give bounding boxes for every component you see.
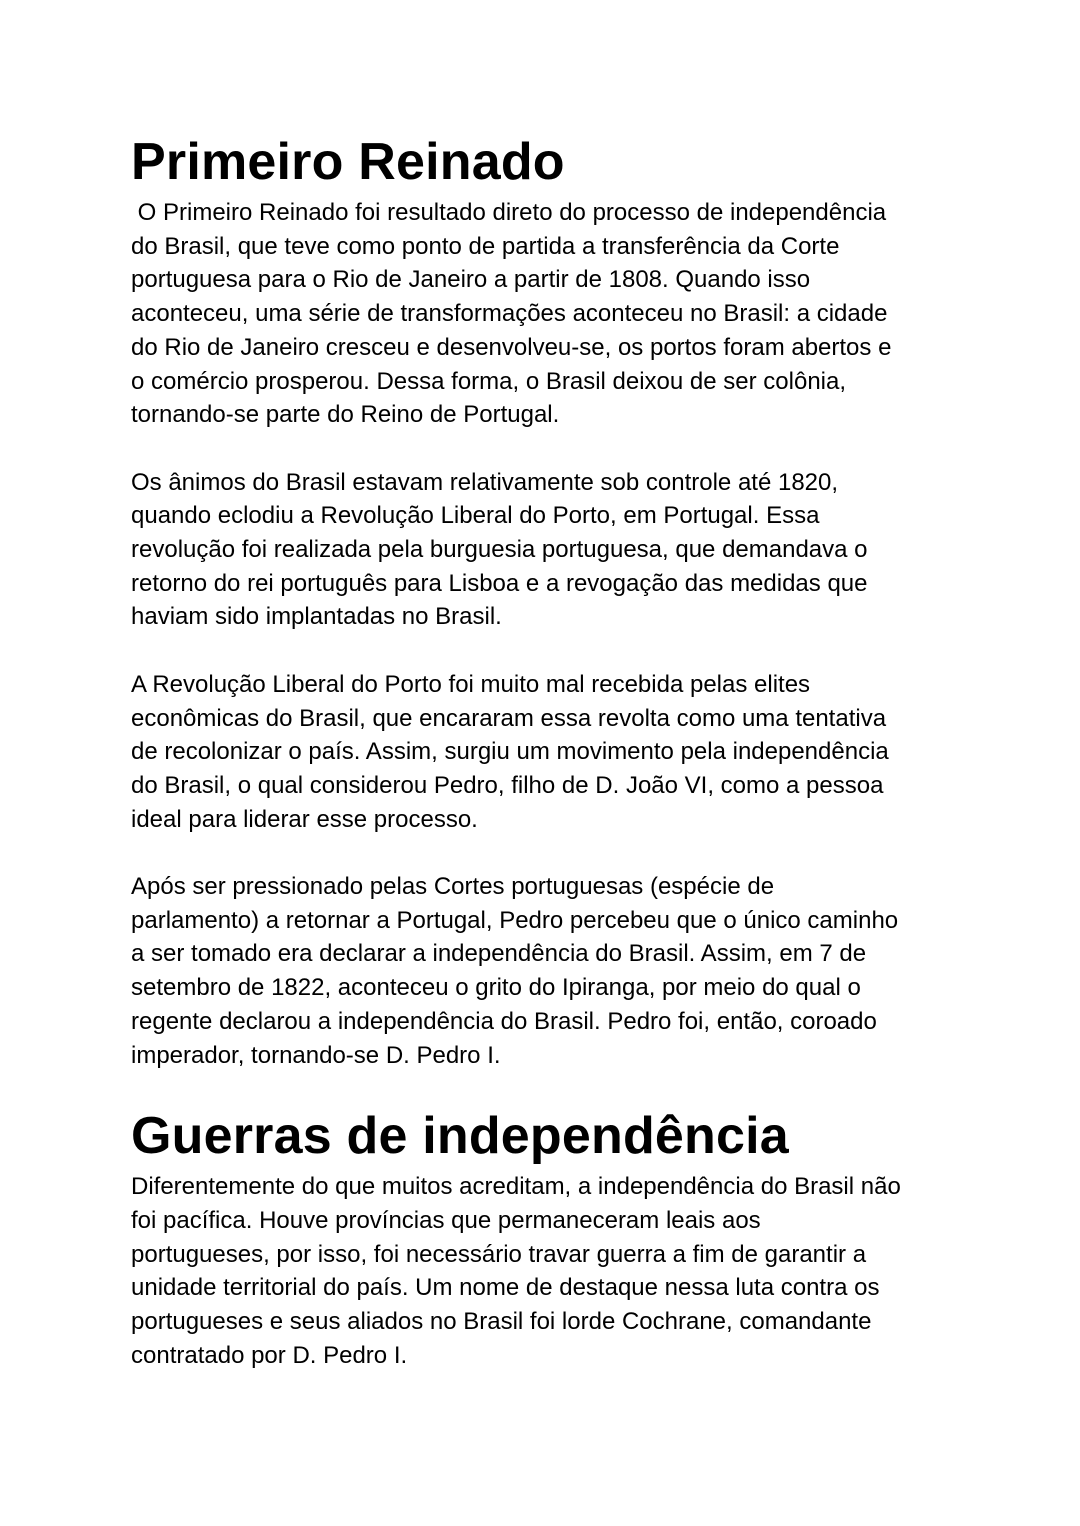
text-line: Diferentemente do que muitos acreditam, a independência do Brasil não	[131, 1173, 901, 1201]
paragraph-intro	[131, 196, 991, 432]
text-line: revolução foi realizada pela burguesia portuguesa, que demandava o	[131, 536, 868, 564]
text-line: regente declarou a independência do Brasil. Pedro foi, então, coroado	[131, 1007, 877, 1035]
text-line: unidade territorial do país. Um nome de destaque nessa luta contra os	[131, 1274, 880, 1302]
text-line: o comércio prosperou. Dessa forma, o Brasil deixou de ser colônia,	[131, 367, 847, 395]
text-line: de recolonizar o país. Assim, surgiu um movimento pela independência	[131, 738, 889, 766]
document-page	[131, 128, 991, 1372]
paragraph-grito-ipiranga	[131, 870, 991, 1072]
paragraph-spacer	[131, 634, 991, 668]
paragraph-guerras	[131, 1170, 991, 1372]
paragraph-spacer	[131, 432, 991, 466]
text-line: a ser tomado era declarar a independência do Brasil. Assim, em 7 de	[131, 940, 867, 968]
text-line: aconteceu, uma série de transformações aconteceu no Brasil: a cidade	[131, 300, 888, 328]
text-line: retorno do rei português para Lisboa e a revogação das medidas que	[131, 569, 868, 597]
paragraph-spacer	[131, 836, 991, 870]
text-line: ideal para liderar esse processo.	[131, 805, 478, 833]
paragraph-revolucao-liberal	[131, 466, 991, 635]
text-line: imperador, tornando-se D. Pedro I.	[131, 1041, 501, 1069]
text-line: A Revolução Liberal do Porto foi muito mal recebida pelas elites	[131, 670, 811, 698]
text-line: quando eclodiu a Revolução Liberal do Porto, em Portugal. Essa	[131, 502, 820, 530]
text-line: O Primeiro Reinado foi resultado direto do processo de independência	[131, 199, 887, 226]
text-line: contratado por D. Pedro I.	[131, 1341, 408, 1369]
text-line: do Brasil, que teve como ponto de partida a transferência da Corte	[131, 232, 840, 260]
text-line: do Brasil, o qual considerou Pedro, filho de D. João VI, como a pessoa	[131, 771, 884, 799]
text-line: tornando-se parte do Reino de Portugal.	[131, 401, 560, 429]
text-line: portugueses, por isso, foi necessário travar guerra a fim de garantir a	[131, 1240, 867, 1268]
text-line: parlamento) a retornar a Portugal, Pedro percebeu que o único caminho	[131, 906, 899, 934]
section-heading-primeiro-reinado: Primeiro Reinado	[131, 133, 565, 191]
text-line: do Rio de Janeiro cresceu e desenvolveu-se, os portos foram abertos e	[131, 333, 892, 361]
paragraph-elites	[131, 668, 991, 837]
text-line: Os ânimos do Brasil estavam relativamente sob controle até 1820,	[131, 468, 839, 496]
text-line: haviam sido implantadas no Brasil.	[131, 603, 502, 631]
text-line: Após ser pressionado pelas Cortes portuguesas (espécie de	[131, 873, 775, 901]
text-line: setembro de 1822, aconteceu o grito do Ipiranga, por meio do qual o	[131, 974, 861, 1002]
section-heading-guerras-de-independencia: Guerras de independência	[131, 1107, 789, 1166]
text-line: portugueses e seus aliados no Brasil foi lorde Cochrane, comandante	[131, 1308, 872, 1336]
text-line: portuguesa para o Rio de Janeiro a partir de 1808. Quando isso	[131, 266, 811, 294]
text-line: foi pacífica. Houve províncias que permaneceram leais aos	[131, 1206, 761, 1234]
text-line: econômicas do Brasil, que encararam essa revolta como uma tentativa	[131, 704, 887, 732]
